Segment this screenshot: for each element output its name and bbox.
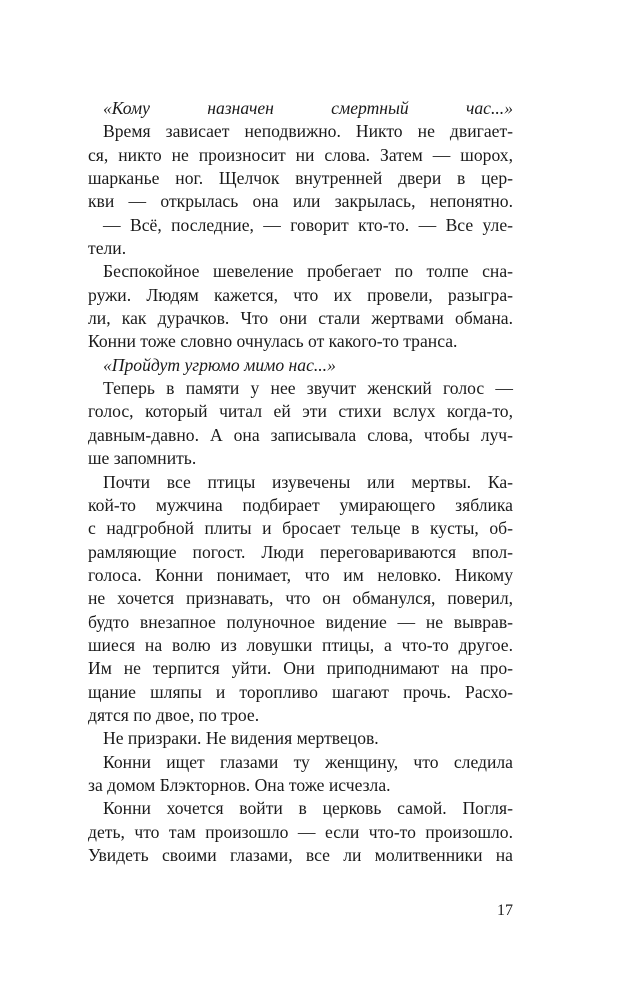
text-line: — Всё, последние, — говорит кто-то. — Все уле- [103,214,513,235]
text-line: шарканье ног. Щелчок внутренней двери в цер- [88,168,513,189]
text-line: шиеся на волю из ловушки птицы, а что-то другое. [88,634,513,655]
text-line: голоса. Конни понимает, что им неловко. Никому [88,564,513,585]
text-line: Почти все птицы изувечены или мертвы. Ка- [103,471,513,492]
text-line: ли, как дурачков. Что они стали жертвами обмана. [88,308,513,329]
text-line: с надгробной плиты и бросает тельце в кусты, об- [88,518,513,539]
text-line: давным-давно. А она записывала слова, чтобы луч- [88,424,513,445]
text-line: ше запомнить. [88,448,197,469]
text-line: за домом Блэкторнов. Она тоже исчезла. [88,774,391,795]
text-line: кой-то мужчина подбирает умирающего зяблика [88,494,513,515]
text-line: Конни хочется войти в церковь самой. Погля- [103,798,513,819]
text-line: щание шляпы и торопливо шагают прочь. Расхо- [88,681,513,702]
text-line: рамляющие погост. Люди переговариваются впол- [88,541,513,562]
text-line: Конни тоже словно очнулась от какого-то транса. [88,331,458,352]
text-line: тели. [88,238,127,259]
text-line: «Кому назначен смертный час...» [103,98,513,118]
text-line: Им не терпится уйти. Они приподнимают на про- [88,658,513,679]
page-number: 17 [497,902,513,919]
text-line: дятся по двое, по трое. [88,704,260,725]
text-line: голос, который читал ей эти стихи вслух когда-то, [88,401,513,422]
text-line: Теперь в памяти у нее звучит женский голос — [103,378,513,399]
text-line: Конни ищет глазами ту женщину, что следила [103,751,513,772]
text-line: Не призраки. Не видения мертвецов. [103,728,379,749]
body-text [88,97,513,867]
text-line: Увидеть своими глазами, все ли молитвенники на [88,845,513,865]
text-line: кви — открылась она или закрылась, непонятно. [88,191,513,212]
text-line: Беспокойное шевеление пробегает по толпе сна- [103,261,513,282]
text-line: ся, никто не произносит ни слова. Затем — шорох, [88,144,513,165]
text-line: будто внезапное полуночное видение — не выврав- [88,611,513,632]
text-line: ружи. Людям кажется, что их провели, разыгра- [88,284,513,305]
text-line: не хочется признавать, что он обманулся, поверил, [88,588,513,609]
text-line: «Пройдут угрюмо мимо нас...» [103,354,336,375]
text-line: Время зависает неподвижно. Никто не двигает- [103,121,513,142]
text-line: деть, что там произошло — если что-то произошло. [88,821,513,842]
